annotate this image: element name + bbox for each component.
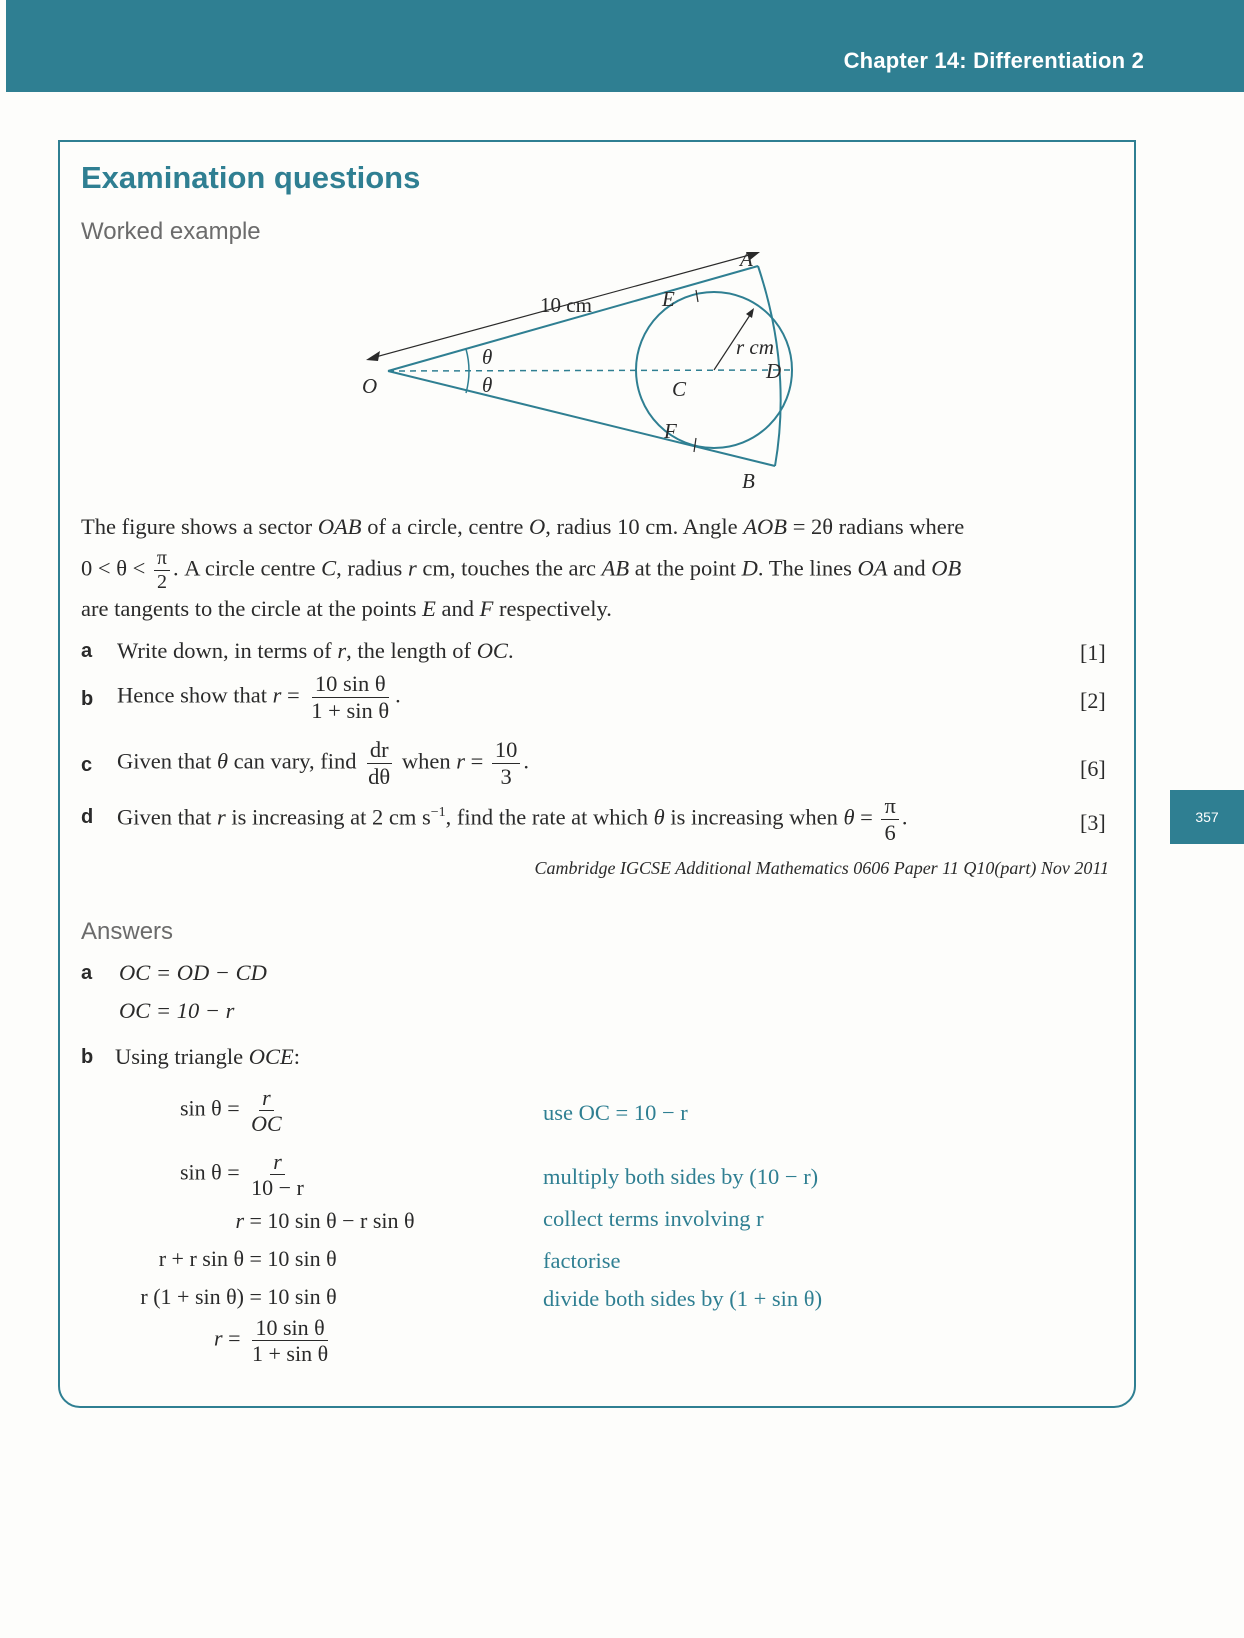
step-6-equation: r = $\frac{\text{10 sin θ}}{\text{1 + sin θ}}$ — [214, 1315, 329, 1367]
chapter-header-bar — [6, 0, 1244, 92]
page-number-tab: 357 — [1170, 790, 1244, 844]
label-b: B — [742, 469, 755, 493]
line-oa — [388, 266, 758, 371]
question-line-3: are tangents to the circle at the points E and F respectively. — [81, 596, 612, 621]
answer-b-label: b — [81, 1046, 94, 1068]
part-b-marks: [2] — [1080, 688, 1106, 713]
step-5-note: divide both sides by (1 + sin θ) — [543, 1286, 823, 1311]
step-1-equation: sin θ = $\frac{r}{OC}$ — [180, 1085, 282, 1137]
part-c-text: Given that θ can vary, find $\frac{dr}{d\theta}$ when r = $\frac{10}{3}$ . — [117, 737, 530, 789]
sector-figure — [360, 248, 820, 498]
label-c: C — [672, 377, 687, 401]
step-2-equation: sin θ = $\frac{r}{10 - r}$ — [180, 1149, 304, 1201]
part-c-label: c — [81, 754, 93, 776]
step-4-note: factorise — [543, 1248, 621, 1273]
arrowhead-left — [366, 351, 380, 361]
answer-a-line-2: OC = 10 − r — [119, 998, 235, 1023]
part-d-text: Given that r is increasing at 2 cm $s^{-1}$, find the rate at which θ is increasing when θ = $\frac{\pi}{6}$ . — [117, 793, 908, 845]
arrowhead-radius — [746, 308, 754, 318]
step-5-equation: r (1 + sin θ) = 10 sin θ — [140, 1284, 337, 1309]
source-citation: Cambridge IGCSE Additional Mathematics 0606 Paper 11 Q10(part) Nov 2011 — [534, 858, 1109, 878]
answer-b-intro: Using triangle OCE: — [115, 1044, 300, 1069]
step-1-note: use OC = 10 − r — [543, 1100, 688, 1125]
question-line-2: 0 < θ < $\frac{\pi}{2}$ . A circle centre C, radius r cm, touches the arc AB at the point D. The lines OA and OB — [81, 547, 962, 593]
section-title: Examination questions — [81, 160, 421, 195]
question-line-1: The figure shows a sector OAB of a circle, centre O, radius 10 cm. Angle AOB = 2θ radians where — [81, 514, 965, 539]
part-d-marks: [3] — [1080, 810, 1106, 835]
part-b-text: Hence show that r = $\frac{\text{10 sin θ}}{\text{1 + sin θ}}$ . — [117, 671, 401, 723]
length-label: 10 cm — [540, 293, 592, 317]
step-2-note: multiply both sides by (10 − r) — [543, 1164, 819, 1189]
label-o: O — [362, 374, 378, 398]
part-d-label: d — [81, 806, 94, 828]
answers-title: Answers — [81, 918, 174, 945]
answer-a-label: a — [81, 962, 93, 984]
dashed-oc — [388, 370, 792, 371]
chapter-title: Chapter 14: Differentiation 2 — [843, 48, 1144, 73]
part-b-label: b — [81, 688, 94, 710]
label-e: E — [662, 287, 675, 311]
tick-e — [696, 290, 698, 302]
answer-a-line-1: OC = OD − CD — [119, 960, 267, 985]
step-4-equation: r + r sin θ = 10 sin θ — [158, 1246, 337, 1271]
label-f: F — [664, 419, 677, 443]
part-a-label: a — [81, 640, 93, 662]
theta-lower: θ — [482, 373, 493, 397]
step-3-equation: r = 10 sin θ − r sin θ — [235, 1208, 415, 1233]
line-ob — [388, 371, 775, 466]
theta-upper: θ — [482, 345, 493, 369]
label-a: A — [740, 248, 753, 271]
part-c-marks: [6] — [1080, 756, 1106, 781]
part-a-text: Write down, in terms of r, the length of OC. — [117, 638, 514, 663]
subsection-title: Worked example — [81, 218, 261, 245]
step-3-note: collect terms involving r — [543, 1206, 764, 1231]
part-a-marks: [1] — [1080, 640, 1106, 665]
radius-label: r cm — [736, 335, 774, 359]
label-d: D — [766, 359, 782, 383]
